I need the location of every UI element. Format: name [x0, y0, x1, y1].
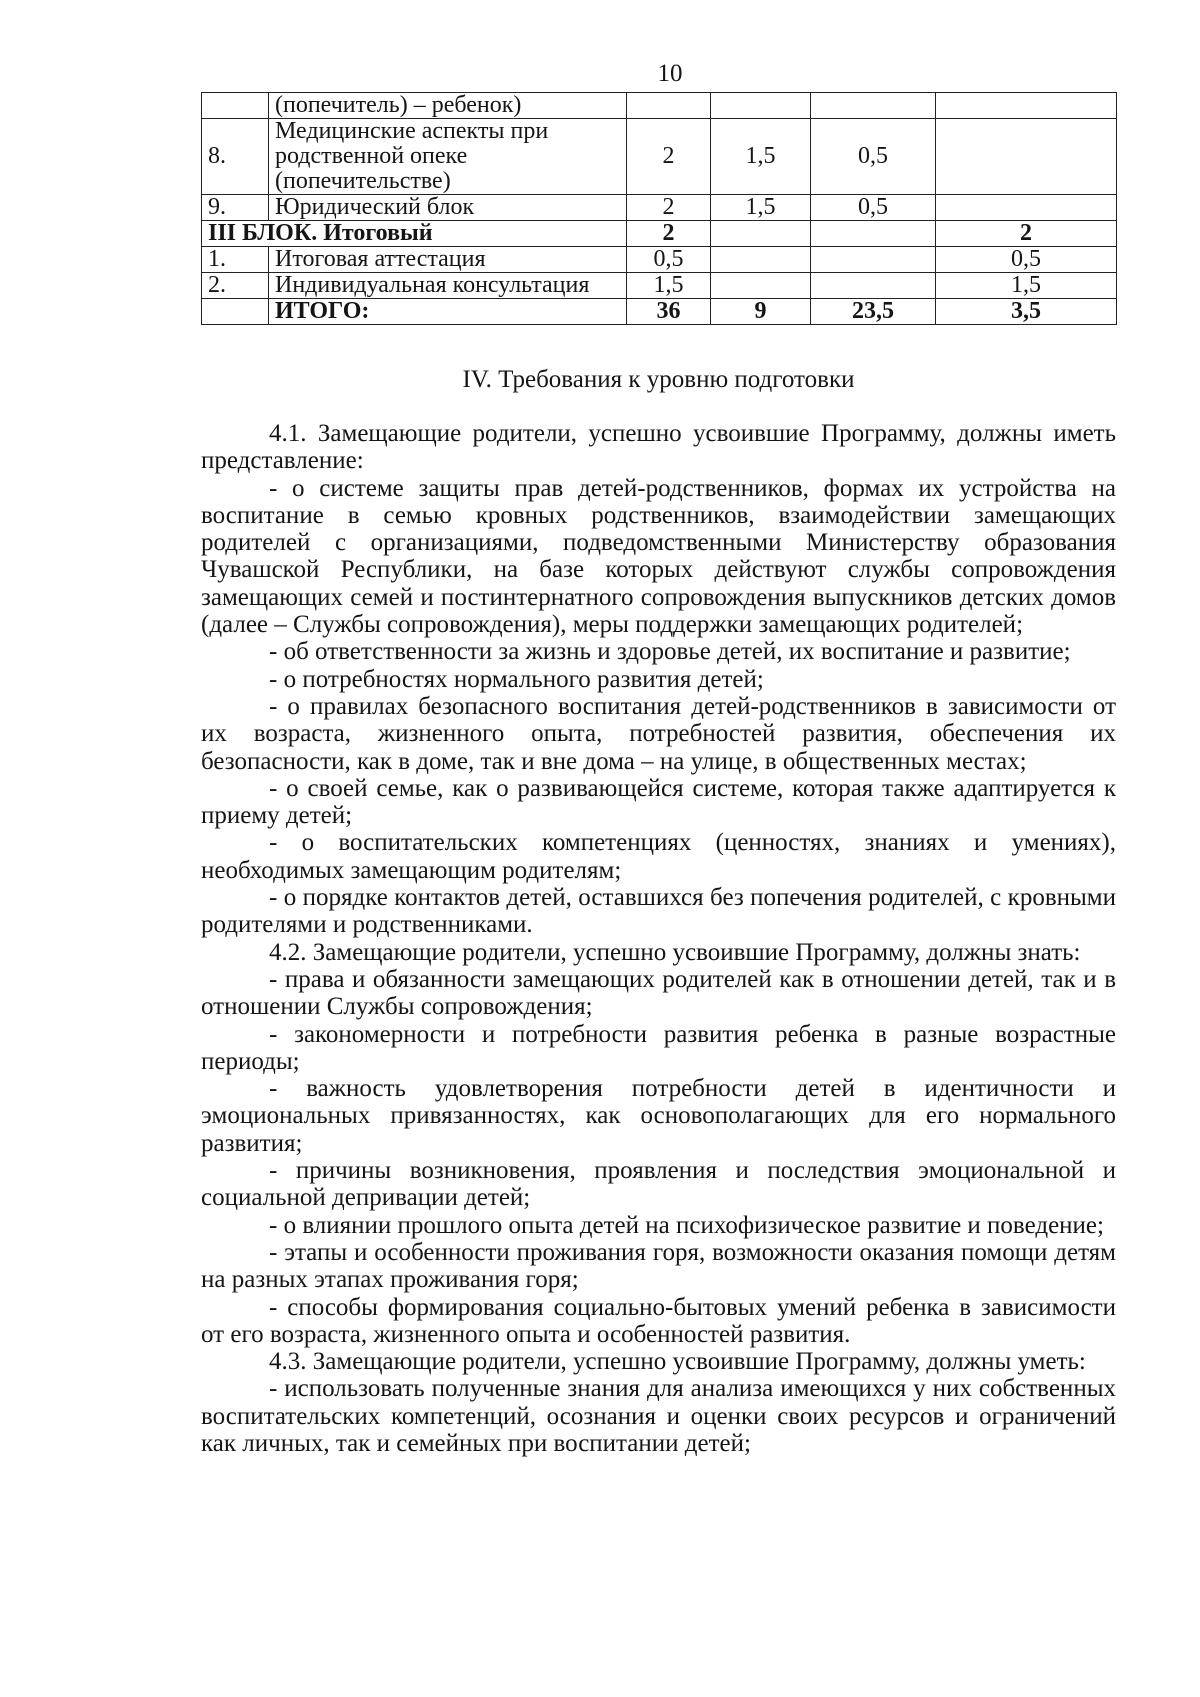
hours-total: 1,5	[627, 273, 711, 299]
paragraph: - об ответственности за жизнь и здоровье детей, их воспитание и развитие;	[269, 638, 1071, 666]
hours-final	[936, 195, 1117, 221]
paragraph: - использовать полученные знания для анализа имеющихся у них собственных воспитательских компетенций, осознания и оценки своих ресурсов и ограничений как личных, так и семейных при воспитании детей;	[201, 1375, 1116, 1457]
table-section-row	[202, 221, 1117, 247]
paragraph: - закономерности и потребности развития ребенка в разные возрастные периоды;	[201, 1020, 1116, 1075]
hours-lectures	[711, 273, 811, 299]
hours-lectures	[711, 221, 811, 247]
paragraph: 4.2. Замещающие родители, успешно усвоившие Программу, должны знать:	[269, 938, 1081, 966]
paragraph: - о воспитательских компетенциях (ценностях, знаниях и умениях), необходимых замещающим родителям;	[201, 829, 1116, 884]
paragraph: - причины возникновения, проявления и последствия эмоциональной и социальной депривации детей;	[201, 1157, 1116, 1212]
paragraph: - важность удовлетворения потребности детей в идентичности и эмоциональных привязанностях, как основополагающих для его нормального развития;	[201, 1075, 1116, 1157]
hours-practice: 23,5	[811, 299, 936, 325]
topic-name: Итоговая аттестация	[269, 247, 627, 273]
hours-lectures	[711, 247, 811, 273]
hours-total: 36	[627, 299, 711, 325]
row-number: 1.	[202, 247, 269, 273]
topic-name: Индивидуальная консультация	[269, 273, 627, 299]
topic-name: ИТОГО:	[269, 299, 627, 325]
hours-final	[936, 93, 1117, 119]
row-number: 9.	[202, 195, 269, 221]
hours-practice	[811, 221, 936, 247]
paragraph: - о своей семье, как о развивающейся системе, которая также адаптируется к приему детей;	[201, 774, 1116, 830]
topic-name: (попечитель) – ребенок)	[269, 93, 627, 119]
topic-name: Медицинские аспекты при родственной опеке (попечительстве)	[269, 119, 627, 195]
table-row	[202, 273, 1117, 299]
page-number: 10	[657, 60, 683, 87]
paragraph: - о влиянии прошлого опыта детей на психофизическое развитие и поведение;	[269, 1211, 1104, 1239]
topic-name: Юридический блок	[269, 195, 627, 221]
row-number: 8.	[202, 119, 269, 195]
hours-final: 0,5	[936, 247, 1117, 273]
section-title: IV. Требования к уровню подготовки	[462, 366, 855, 393]
row-number: 2.	[202, 273, 269, 299]
hours-final: 3,5	[936, 299, 1117, 325]
hours-total: 2	[627, 221, 711, 247]
paragraph: - способы формирования социально-бытовых умений ребенка в зависимости от его возраста, жизненного опыта и особенностей развития.	[201, 1293, 1116, 1348]
hours-total: 2	[627, 119, 711, 195]
hours-final: 2	[936, 221, 1117, 247]
table-row	[202, 195, 1117, 221]
study-plan-table	[201, 92, 1117, 325]
hours-final	[936, 119, 1117, 195]
hours-practice	[811, 247, 936, 273]
hours-total: 0,5	[627, 247, 711, 273]
hours-total	[627, 93, 711, 119]
paragraph: - о порядке контактов детей, оставшихся без попечения родителей, с кровными родителями и родственниками.	[201, 884, 1116, 939]
paragraph: - права и обязанности замещающих родителей как в отношении детей, так и в отношении Службы сопровождения;	[201, 965, 1116, 1021]
paragraph: - этапы и особенности проживания горя, возможности оказания помощи детям на разных этапах проживания горя;	[201, 1238, 1116, 1294]
hours-lectures: 1,5	[711, 195, 811, 221]
table-total-row	[202, 299, 1117, 325]
hours-lectures	[711, 93, 811, 119]
hours-practice	[811, 93, 936, 119]
hours-lectures: 1,5	[711, 119, 811, 195]
section-name: III БЛОК. Итоговый	[202, 221, 627, 247]
paragraph: - о правилах безопасного воспитания детей-родственников в зависимости от их возраста, жизненного опыта, потребностей развития, обеспечения их безопасности, как в доме, так и вне дома – на улице, в общественных местах;	[201, 692, 1116, 775]
hours-lectures: 9	[711, 299, 811, 325]
hours-total: 2	[627, 195, 711, 221]
hours-final: 1,5	[936, 273, 1117, 299]
hours-practice: 0,5	[811, 119, 936, 195]
table-row	[202, 93, 1117, 119]
table-row	[202, 247, 1117, 273]
hours-practice	[811, 273, 936, 299]
paragraph: 4.1. Замещающие родители, успешно усвоившие Программу, должны иметь представление:	[201, 420, 1116, 475]
document-body	[201, 420, 1116, 1457]
row-number	[202, 93, 269, 119]
paragraph: 4.3. Замещающие родители, успешно усвоившие Программу, должны уметь:	[269, 1348, 1086, 1376]
row-number	[202, 299, 269, 325]
table-row	[202, 119, 1117, 195]
paragraph: - о системе защиты прав детей-родственников, формах их устройства на воспитание в семью кровных родственников, взаимодействии замещающих родителей с организациями, подведомственными Министерству образования Чувашской Республики, на базе которых действуют службы сопровождения замещающих семей и постинтернатного сопровождения выпускников детских домов (далее – Службы сопровождения), меры поддержки замещающих родителей;	[201, 474, 1116, 639]
paragraph: - о потребностях нормального развития детей;	[269, 665, 764, 693]
hours-practice: 0,5	[811, 195, 936, 221]
